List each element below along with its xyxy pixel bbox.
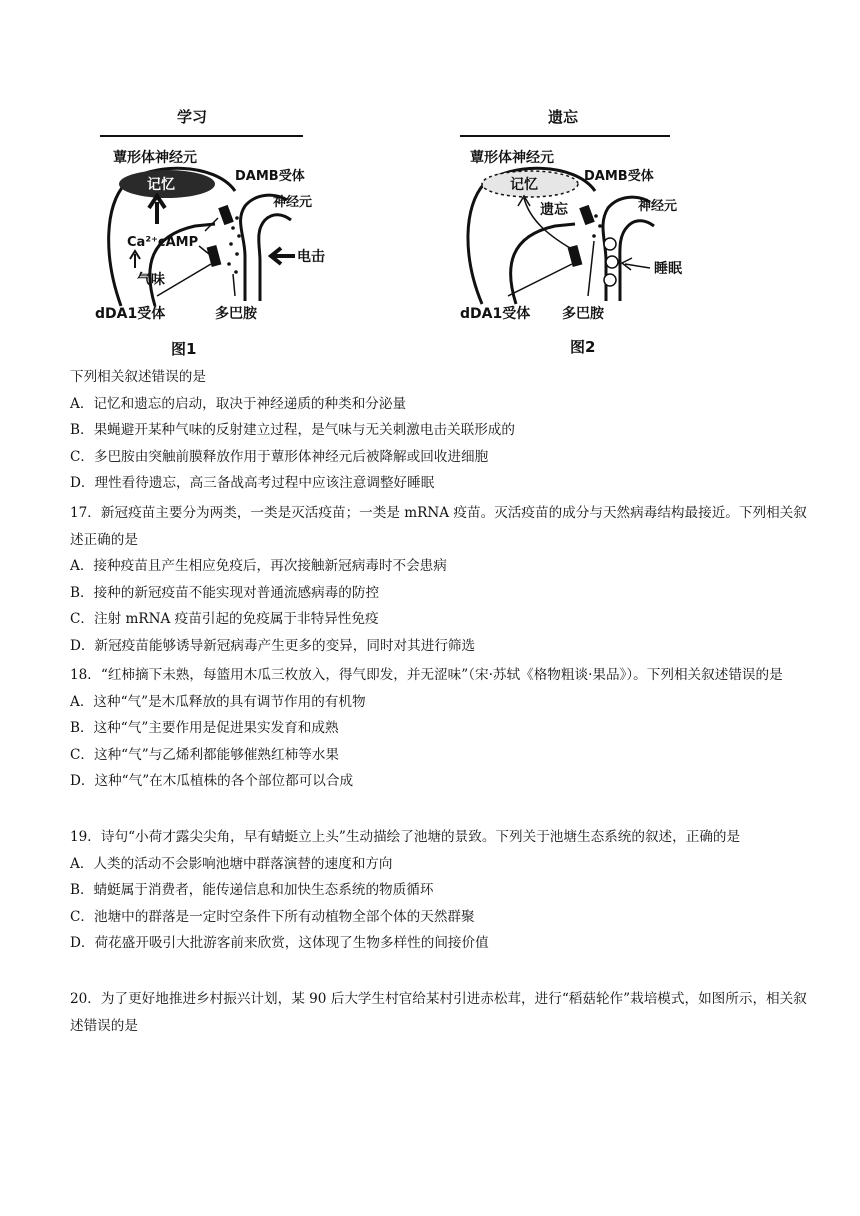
figure-2-caption: 图2 <box>570 338 596 356</box>
question-17-option-d: D．新冠疫苗能够诱导新冠病毒产生更多的变异，同时对其进行筛选 <box>70 637 476 654</box>
question-18-option-b: B．这种“气”主要作用是促进果实发育和成熟 <box>70 720 339 736</box>
question-16 <box>70 364 810 497</box>
question-19 <box>70 824 810 957</box>
question-16-stem: 下列相关叙述错误的是 <box>70 369 206 385</box>
figure-2-diagram <box>460 96 700 361</box>
figure-2-dopamine-label: 多巴胺 <box>562 306 604 322</box>
figure-1-diagram <box>95 96 335 361</box>
figure-1-dopamine-label: 多巴胺 <box>215 306 257 322</box>
figure-2-cell-label: 蕈形体神经元 <box>470 150 554 166</box>
question-16-option-a: A．记忆和遗忘的启动，取决于神经递质的种类和分泌量 <box>70 395 407 412</box>
question-17-option-b: B．接种的新冠疫苗不能实现对普通流感病毒的防控 <box>70 584 380 601</box>
question-19-option-b: B．蜻蜓属于消费者，能传递信息和加快生态系统的物质循环 <box>70 882 434 898</box>
question-18-stem: 18．“红柿摘下未熟，每篮用木瓜三枚放入，得气即发，并无涩味”（宋·苏轼《格物粗谈·果品》）。下列相关叙述错误的是 <box>70 667 783 683</box>
figure-1 <box>95 96 335 361</box>
question-16-option-b: B．果蝇避开某种气味的反射建立过程，是气味与无关刺激电击关联形成的 <box>70 422 515 438</box>
question-20-stem: 20．为了更好地推进乡村振兴计划，某 90 后大学生村官给某村引进赤松茸，进行“稻菇轮作”栽培模式，如图所示，相关叙述错误的是 <box>70 991 807 1034</box>
figure-2-neuron-label: 神经元 <box>638 199 678 214</box>
figure-1-ca-label: Ca²⁺cAMP <box>127 235 199 250</box>
figure-1-title: 学习 <box>177 108 208 126</box>
question-16-option-c: C．多巴胺由突触前膜释放作用于蕈形体神经元后被降解或回收进细胞 <box>70 448 489 465</box>
question-19-option-a: A．人类的活动不会影响池塘中群落演替的速度和方向 <box>70 855 393 872</box>
figure-1-cell-label: 蕈形体神经元 <box>113 150 197 166</box>
figure-1-odor-label: 气味 <box>137 272 165 288</box>
question-18-option-d: D．这种“气”在木瓜植株的各个部位都可以合成 <box>70 773 354 789</box>
figure-2-forget-label: 遗忘 <box>540 202 568 218</box>
question-16-option-d: D．理性看待遗忘，高三备战高考过程中应该注意调整好睡眠 <box>70 475 435 491</box>
question-18 <box>70 662 810 795</box>
figure-1-memory-label: 记忆 <box>147 177 175 193</box>
question-19-option-d: D．荷花盛开吸引大批游客前来欣赏，这体现了生物多样性的间接价值 <box>70 935 489 951</box>
figure-2-dda1-label: dDA1受体 <box>460 306 531 322</box>
question-17 <box>70 500 810 659</box>
figure-2-memory-label: 记忆 <box>510 177 538 193</box>
figure-2 <box>460 96 700 361</box>
question-17-stem: 17．新冠疫苗主要分为两类，一类是灭活疫苗；一类是 mRNA 疫苗。灭活疫苗的成分与天然病毒结构最接近。下列相关叙述正确的是 <box>70 505 807 548</box>
figure-1-damb-label: DAMB受体 <box>235 169 305 184</box>
question-19-stem: 19．诗句“小荷才露尖尖角，早有蜻蜓立上头”生动描绘了池塘的景致。下列关于池塘生态系统的叙述，正确的是 <box>70 829 741 845</box>
question-18-option-c: C．这种“气”与乙烯利都能够催熟红柿等水果 <box>70 746 339 763</box>
question-18-option-a: A．这种“气”是木瓜释放的具有调节作用的有机物 <box>70 693 366 710</box>
question-17-option-c: C．注射 mRNA 疫苗引起的免疫属于非特异性免疫 <box>70 611 379 627</box>
figure-2-title: 遗忘 <box>548 108 579 126</box>
figure-1-dda1-label: dDA1受体 <box>95 306 166 322</box>
question-17-option-a: A．接种疫苗且产生相应免疫后，再次接触新冠病毒时不会患病 <box>70 558 447 574</box>
question-20 <box>70 986 810 1039</box>
figure-1-neuron-label: 神经元 <box>273 195 313 210</box>
figure-1-shock-label: 电击 <box>297 249 325 265</box>
question-19-option-c: C．池塘中的群落是一定时空条件下所有动植物全部个体的天然群聚 <box>70 908 475 925</box>
figure-1-caption: 图1 <box>171 340 197 358</box>
figure-2-damb-label: DAMB受体 <box>584 169 654 184</box>
figure-2-sleep-label: 睡眠 <box>654 261 682 277</box>
